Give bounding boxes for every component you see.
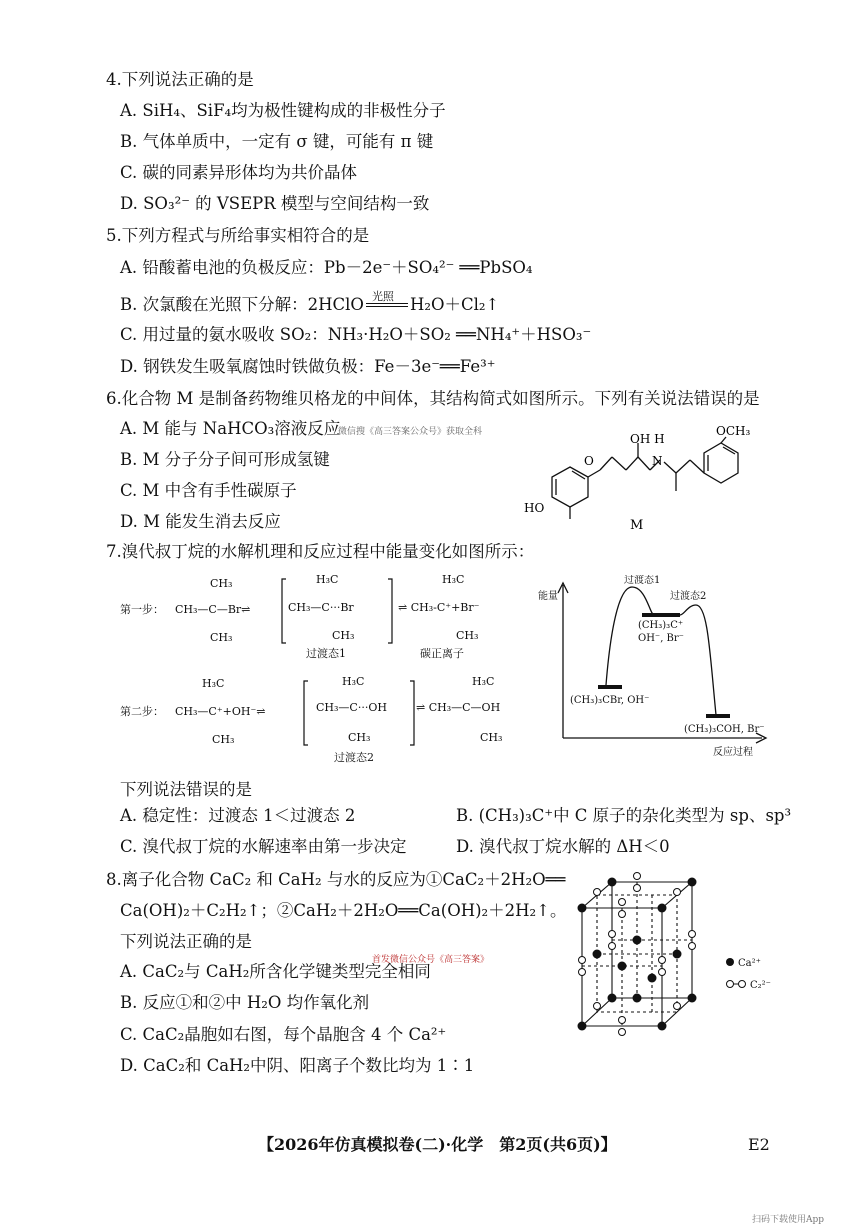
compound-label: M [630,518,644,533]
q6-option-a: A. M 能与 NaHCO₃溶液反应 [120,419,341,438]
q5-stem: 5.下列方程式与所给事实相符合的是 [106,226,370,245]
q7-option-b: B. (CH₃)₃C⁺中 C 原子的杂化类型为 sp、sp³ [456,806,792,825]
svg-text:CH₃: CH₃ [348,731,371,744]
footer-corner-text: 扫码下载使用App [752,1215,825,1225]
svg-text:CH₃—C—Br⇌: CH₃—C—Br⇌ [175,603,251,616]
legend-ca-label: Ca²⁺ [738,958,761,969]
product-label: (CH₃)₃COH, Br⁻ [684,724,765,735]
methoxy-label: OCH₃ [716,424,751,438]
hydroxyl-label: HO [524,501,545,515]
q4-option-b: B. 气体单质中，一定有 σ 键，可能有 π 键 [120,132,434,151]
q8-option-d: D. CaC₂和 CaH₂中阴、阳离子个数比均为 1∶1 [120,1056,475,1075]
svg-text:⇌ CH₃—C—OH: ⇌ CH₃—C—OH [416,701,501,714]
process-axis-label: 反应过程 [713,747,753,758]
legend-c2-label: C₂²⁻ [750,980,771,991]
ts2-energy-label: 过渡态2 [670,591,707,602]
legend-c2-marker [727,981,734,988]
q5-option-d: D. 钢铁发生吸氧腐蚀时铁做负极：Fe－3e⁻══Fe³⁺ [120,357,496,376]
q5-option-b-pre: B. 次氯酸在光照下分解：2HClO [120,295,364,314]
svg-text:CH₃—C···OH: CH₃—C···OH [316,701,387,714]
ether-oxygen-label: O [584,454,594,468]
mechanism-diagram [120,565,540,775]
q7-option-c: C. 溴代叔丁烷的水解速率由第一步决定 [120,837,407,856]
q8-line2: Ca(OH)₂＋C₂H₂↑；②CaH₂＋2H₂O══Ca(OH)₂＋2H₂↑。 [120,901,567,920]
svg-text:CH₃—C⁺+OH⁻⇌: CH₃—C⁺+OH⁻⇌ [175,705,266,718]
ts1-energy-label: 过渡态1 [624,575,661,586]
energy-profile-diagram [530,575,780,760]
svg-text:CH₃: CH₃ [210,577,233,590]
q4-stem: 4.下列说法正确的是 [106,70,254,89]
cac2-unit-cell [572,868,792,1044]
intermediate-label: (CH₃)₃C⁺ [638,620,684,631]
legend-ca-marker [726,958,734,966]
reaction-condition: 光照 [371,290,394,303]
q6-option-c: C. M 中含有手性碳原子 [120,481,297,500]
svg-text:CH₃—C···Br: CH₃—C···Br [288,601,354,614]
footer-title: 【2026年仿真模拟卷(二)·化学 第2页(共6页)】 [258,1135,617,1154]
carbocation-caption: 碳正离子 [420,647,464,660]
watermark-text: 微信搜《高三答案公众号》获取全科 [338,427,483,437]
q5-option-a: A. 铅酸蓄电池的负极反应：Pb－2e⁻＋SO₄²⁻ ══PbSO₄ [120,258,533,277]
q6-option-d: D. M 能发生消去反应 [120,512,281,531]
q6-stem: 6.化合物 M 是制备药物维贝格龙的中间体，其结构简式如图所示。下列有关说法错误的是 [106,389,760,408]
svg-text:H₃C: H₃C [202,677,225,690]
q4-option-a: A. SiH₄、SiF₄均为极性键构成的非极性分子 [120,101,446,120]
step2-label: 第二步： [120,705,164,718]
svg-text:CH₃: CH₃ [332,629,355,642]
q5-option-b-post: H₂O＋Cl₂↑ [409,295,500,314]
q8-option-a: A. CaC₂与 CaH₂所含化学键类型完全相同 [120,962,431,981]
ts2-caption: 过渡态2 [334,751,374,764]
intermediate-label-2: OH⁻, Br⁻ [638,633,684,644]
amine-n-label: N [652,454,663,468]
step1-label: 第一步： [120,603,164,616]
q6-option-b: B. M 分子分子间可形成氢键 [120,450,330,469]
svg-text:CH₃: CH₃ [480,731,503,744]
svg-text:⇌ CH₃-C⁺+Br⁻: ⇌ CH₃-C⁺+Br⁻ [398,601,480,614]
q7-option-a: A. 稳定性：过渡态 1＜过渡态 2 [120,806,356,825]
q8-option-b: B. 反应①和②中 H₂O 均作氧化剂 [120,993,370,1012]
reaction-arrow-light [364,290,410,315]
svg-text:H₃C: H₃C [442,573,465,586]
oh-h-label: OH H [630,432,665,446]
svg-text:CH₃: CH₃ [210,631,233,644]
q5-option-c: C. 用过量的氨水吸收 SO₂：NH₃·H₂O＋SO₂ ══NH₄⁺＋HSO₃⁻ [120,325,592,344]
energy-axis-label: 能量 [538,591,558,602]
q8-after: 下列说法正确的是 [120,932,252,951]
q7-stem: 7.溴代叔丁烷的水解机理和反应过程中能量变化如图所示： [106,542,535,561]
q7-after: 下列说法错误的是 [120,780,252,799]
q8-line1: 8.离子化合物 CaC₂ 和 CaH₂ 与水的反应为①CaC₂＋2H₂O══ [106,870,566,889]
q4-option-d: D. SO₃²⁻ 的 VSEPR 模型与空间结构一致 [120,194,430,213]
q7-option-d: D. 溴代叔丁烷水解的 ΔH＜0 [456,837,670,856]
svg-text:CH₃: CH₃ [456,629,479,642]
reactant-label: (CH₃)₃CBr, OH⁻ [570,695,650,706]
compound-m-structure [510,415,780,540]
watermark-text-2: 首发微信公众号《高三答案》 [372,955,490,965]
q5-option-b [120,290,500,315]
svg-text:CH₃: CH₃ [212,733,235,746]
svg-text:H₃C: H₃C [472,675,495,688]
footer-code: E2 [748,1135,770,1154]
ts1-caption: 过渡态1 [306,647,346,660]
svg-text:H₃C: H₃C [342,675,365,688]
q4-option-c: C. 碳的同素异形体均为共价晶体 [120,163,358,182]
svg-text:H₃C: H₃C [316,573,339,586]
q8-option-c: C. CaC₂晶胞如右图，每个晶胞含 4 个 Ca²⁺ [120,1025,447,1044]
